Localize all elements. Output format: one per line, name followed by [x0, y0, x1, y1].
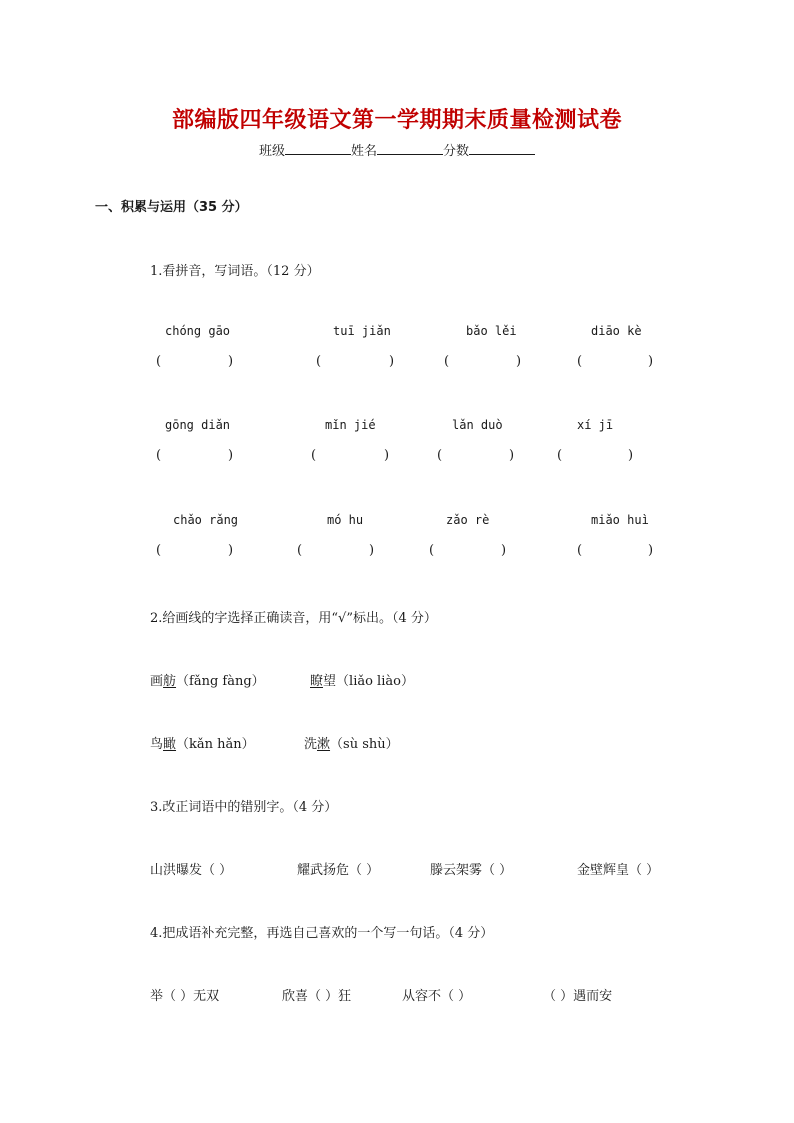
answer-box-close: ): [228, 543, 234, 558]
answer-box-close: ): [509, 448, 515, 463]
q2-item: 画舫（fǎng fàng）: [150, 674, 265, 689]
answer-box[interactable]: (: [156, 448, 162, 463]
answer-box-close: ): [516, 354, 522, 369]
pinyin-item: miǎo huì: [591, 513, 649, 527]
pinyin-item: bǎo lěi: [466, 324, 517, 338]
q3-item[interactable]: 耀武扬危（ ）: [297, 863, 380, 878]
pinyin-item: zǎo rè: [446, 513, 490, 527]
q2-item: 鸟瞰（kǎn hǎn）: [150, 737, 255, 752]
score-blank[interactable]: [469, 142, 535, 155]
question-3-prompt: 3.改正词语中的错别字。（4 分）: [150, 800, 338, 815]
pinyin-item: xí jī: [577, 418, 614, 432]
pinyin-item: gōng diǎn: [165, 418, 231, 432]
pronunciation-options[interactable]: （kǎn hǎn）: [176, 737, 255, 752]
pinyin-item: mó hu: [327, 513, 364, 527]
q4-item[interactable]: 欣喜（ ）狂: [282, 989, 352, 1004]
pinyin-item: tuī jiǎn: [333, 324, 391, 338]
answer-box[interactable]: (: [316, 354, 322, 369]
underlined-char: 漱: [317, 737, 331, 752]
name-blank[interactable]: [377, 142, 443, 155]
q2-item: 瞭望（liǎo liào）: [310, 674, 414, 689]
answer-box-close: ): [628, 448, 634, 463]
name-label: 姓名: [350, 144, 377, 159]
answer-box[interactable]: (: [297, 543, 303, 558]
answer-box[interactable]: (: [311, 448, 317, 463]
q4-item[interactable]: 从容不（ ）: [402, 989, 472, 1004]
answer-box[interactable]: (: [577, 354, 583, 369]
answer-box-close: ): [369, 543, 375, 558]
page-title: 部编版四年级语文第一学期期末质量检测试卷: [171, 108, 622, 133]
q2-item: 洗漱（sù shù）: [304, 737, 399, 752]
answer-box-close: ): [228, 354, 234, 369]
pronunciation-options[interactable]: （liǎo liào）: [336, 674, 414, 689]
q3-item[interactable]: 山洪曝发（ ）: [150, 863, 233, 878]
underlined-char: 瞰: [163, 737, 177, 752]
answer-box[interactable]: (: [444, 354, 450, 369]
question-2-prompt: 2.给画线的字选择正确读音，用“√”标出。（4 分）: [150, 611, 437, 626]
pinyin-item: chǎo rǎng: [173, 513, 239, 527]
pinyin-item: chóng gāo: [165, 324, 231, 338]
answer-box-close: ): [384, 448, 390, 463]
pinyin-item: diāo kè: [591, 324, 642, 338]
q4-item[interactable]: （ ）遇而安: [543, 989, 613, 1004]
question-1-prompt: 1.看拼音，写词语。（12 分）: [150, 264, 320, 279]
class-label: 班级: [258, 144, 285, 159]
underlined-char: 瞭: [310, 674, 324, 689]
answer-box[interactable]: (: [577, 543, 583, 558]
student-info-line: [0, 140, 794, 159]
answer-box-close: ): [648, 354, 654, 369]
pronunciation-options[interactable]: （fǎng fàng）: [176, 674, 265, 689]
q3-item[interactable]: 金壁辉皇（ ）: [577, 863, 660, 878]
question-4-prompt: 4.把成语补充完整，再选自己喜欢的一个写一句话。（4 分）: [150, 926, 494, 941]
answer-box-close: ): [228, 448, 234, 463]
answer-box[interactable]: (: [557, 448, 563, 463]
answer-box-close: ): [501, 543, 507, 558]
pinyin-item: lǎn duò: [452, 418, 503, 432]
pinyin-item: mǐn jié: [325, 418, 376, 432]
answer-box-close: ): [648, 543, 654, 558]
score-label: 分数: [443, 144, 470, 159]
answer-box[interactable]: (: [156, 543, 162, 558]
pronunciation-options[interactable]: （sù shù）: [330, 737, 399, 752]
answer-box[interactable]: (: [156, 354, 162, 369]
q4-item[interactable]: 举（ ）无双: [150, 989, 220, 1004]
answer-box[interactable]: (: [437, 448, 443, 463]
answer-box-close: ): [389, 354, 395, 369]
answer-box[interactable]: (: [429, 543, 435, 558]
underlined-char: 舫: [163, 674, 177, 689]
q3-item[interactable]: 滕云架雾（ ）: [430, 863, 513, 878]
section-heading: 一、积累与运用（35 分）: [95, 200, 248, 215]
class-blank[interactable]: [285, 142, 351, 155]
